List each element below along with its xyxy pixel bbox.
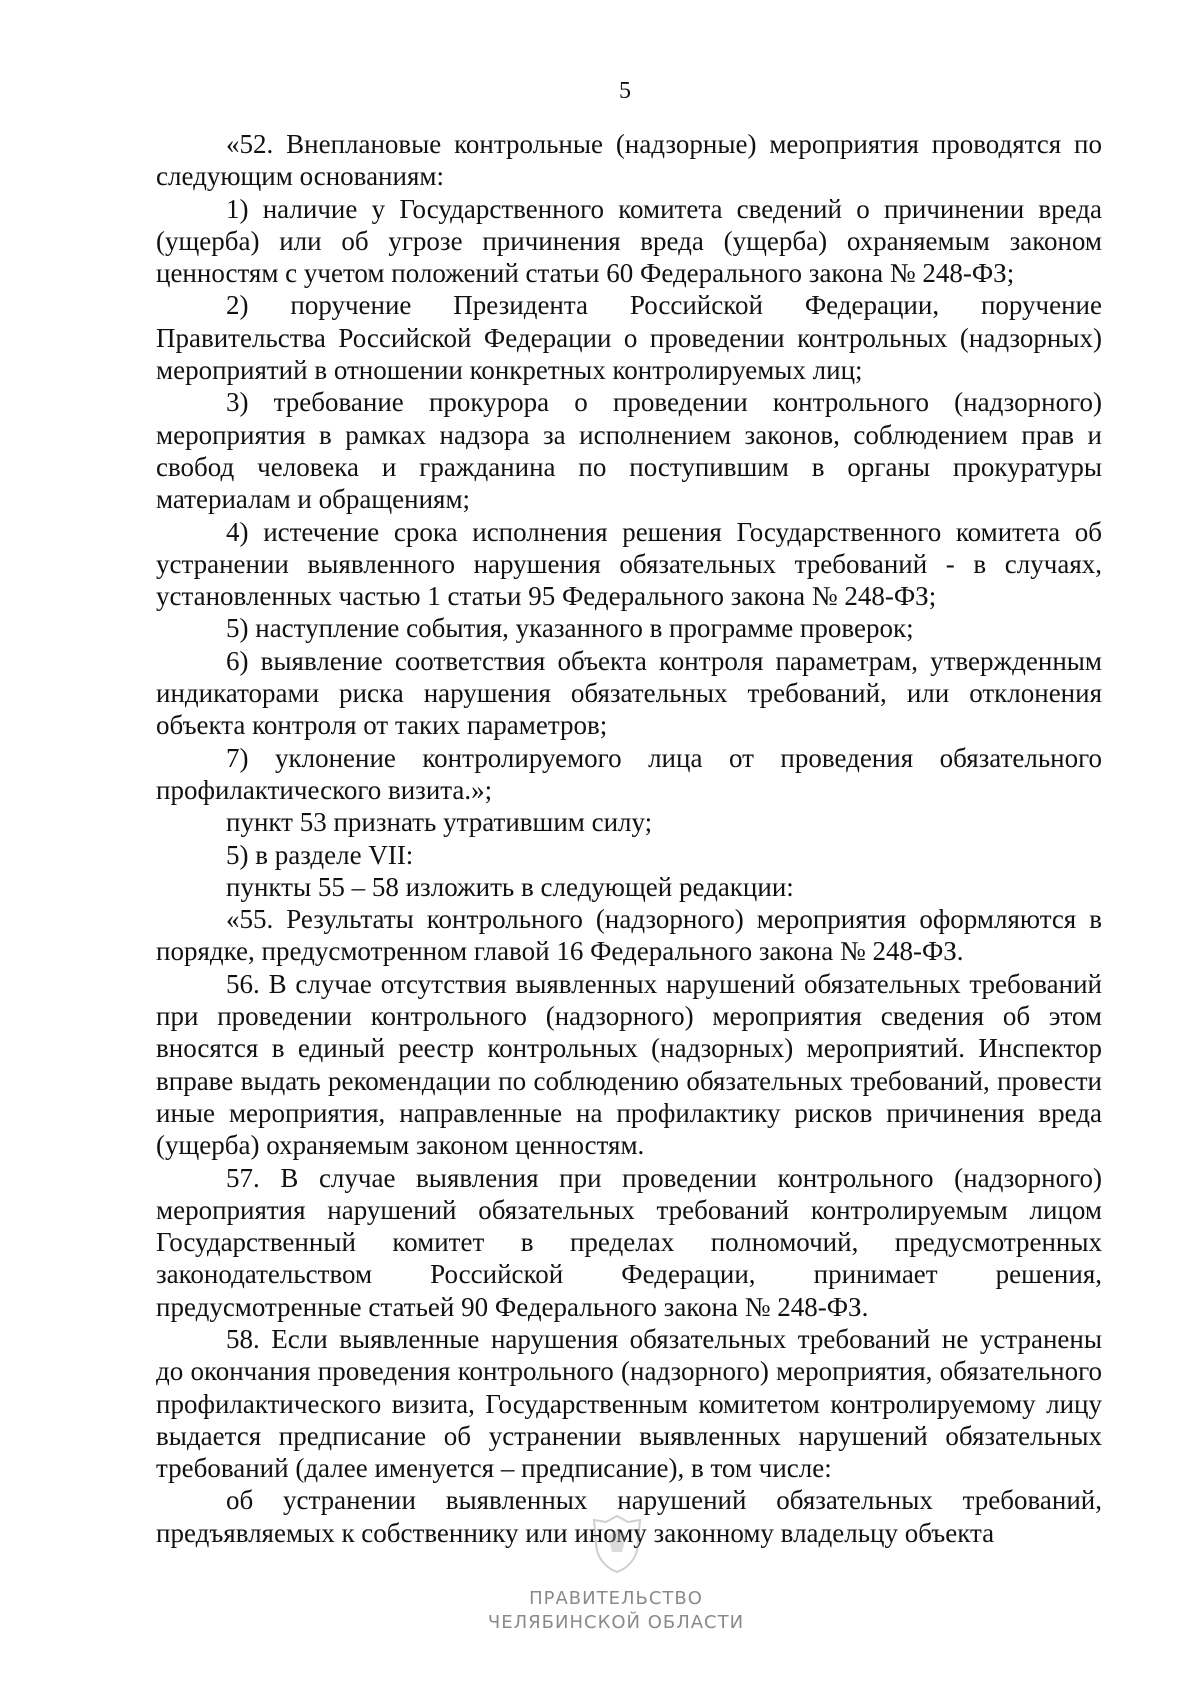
paragraph-56: 56. В случае отсутствия выявленных нарушений обязательных требований при проведении контрольного (надзорного) мероприятия сведения об этом вносятся в единый реестр контрольных (надзорных) мероприятий. Инспектор вправе выдать рекомендации по соблюдению обязательных требований, провести иные мероприятия, направленные на профилактику рисков причинения вреда (ущерба) охраняемым законом ценностям. <box>156 968 1102 1161</box>
paragraph-57: 57. В случае выявления при проведении контрольного (надзорного) мероприятия нарушений обязательных требований контролируемым лицом Государственный комитет в пределах полномочий, предусмотренных законодательством Российской Федерации, принимает решения, предусмотренные статьей 90 Федерального закона № 248-ФЗ. <box>156 1162 1102 1322</box>
paragraph-points-55-58: пункты 55 – 58 изложить в следующей редакции: <box>226 871 794 902</box>
paragraph-55: «55. Результаты контрольного (надзорного) мероприятия оформляются в порядке, предусмотренном главой 16 Федерального закона № 248-ФЗ. <box>156 904 1102 967</box>
document-body <box>156 128 1102 1549</box>
paragraph-item-4: 4) истечение срока исполнения решения Государственного комитета об устранении выявленного нарушения обязательных требований - в случаях, установленных частью 1 статьи 95 Федерального закона № 248-ФЗ; <box>156 516 1102 612</box>
government-stamp <box>0 1587 1200 1635</box>
paragraph-item-1: 1) наличие у Государственного комитета сведений о причинении вреда (ущерба) или об угрозе причинения вреда (ущерба) охраняемым законом ценностям с учетом положений статьи 60 Федерального закона № 248-ФЗ; <box>156 193 1102 289</box>
page-number: 5 <box>619 78 631 104</box>
stamp-line-1: ПРАВИТЕЛЬСТВО <box>529 1588 703 1609</box>
paragraph-52: «52. Внеплановые контрольные (надзорные) мероприятия проводятся по следующим основаниям: <box>156 129 1102 192</box>
paragraph-item-3: 3) требование прокурора о проведении контрольного (надзорного) мероприятия в рамках надзора за исполнением законов, соблюдением прав и свобод человека и гражданина по поступившим в органы прокуратуры материалам и обращениям; <box>156 387 1102 515</box>
paragraph-item-7: 7) уклонение контролируемого лица от проведения обязательного профилактического визита.»; <box>156 742 1102 805</box>
paragraph-item-5: 5) наступление события, указанного в программе проверок; <box>226 613 914 644</box>
coat-of-arms-watermark-icon <box>588 1512 646 1576</box>
paragraph-item-2: 2) поручение Президента Российской Федерации, поручение Правительства Российской Федерации о проведении контрольных (надзорных) мероприятий в отношении конкретных контролируемых лиц; <box>156 290 1102 386</box>
paragraph-point-53: пункт 53 признать утратившим силу; <box>226 807 653 838</box>
paragraph-item-6: 6) выявление соответствия объекта контроля параметрам, утвержденным индикаторами риска нарушения обязательных требований, или отклонения объекта контроля от таких параметров; <box>156 645 1102 741</box>
paragraph-58: 58. Если выявленные нарушения обязательных требований не устранены до окончания проведения контрольного (надзорного) мероприятия, обязательного профилактического визита, Государственным комитетом контролируемому лицу выдается предписание об устранении выявленных нарушений обязательных требований (далее именуется – предписание), в том числе: <box>156 1323 1102 1484</box>
stamp-line-2: ЧЕЛЯБИНСКОЙ ОБЛАСТИ <box>487 1612 745 1633</box>
paragraph-section-vii: 5) в разделе VII: <box>226 839 414 870</box>
paragraph-58-subitem: об устранении выявленных нарушений обязательных требований, предъявляемых к собственнику или иному законному владельцу объекта <box>156 1485 1102 1548</box>
